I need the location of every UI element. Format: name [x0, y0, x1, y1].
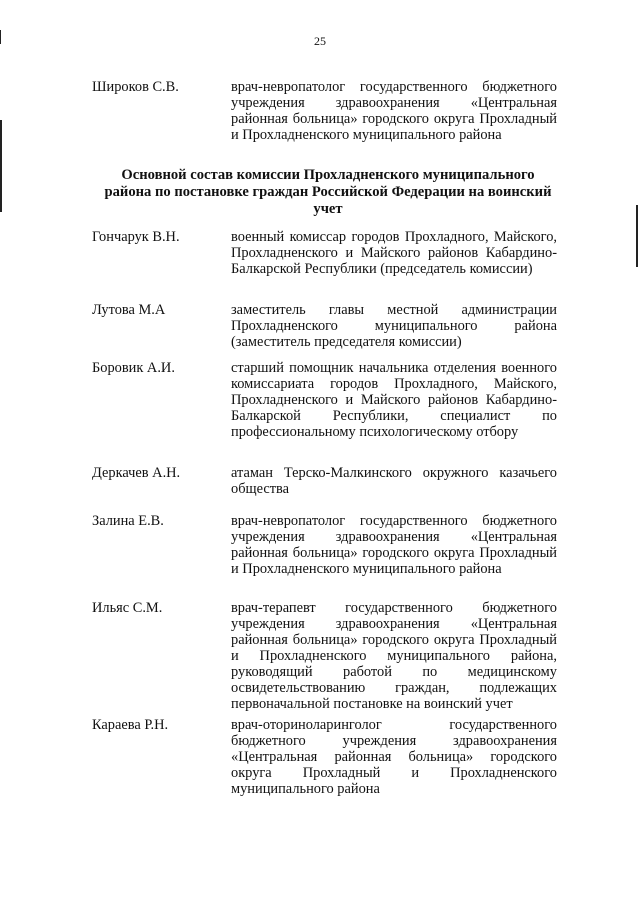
- member-name: Ильяс С.М.: [92, 600, 163, 616]
- member-name: Гончарук В.Н.: [92, 229, 180, 245]
- member-name: Широков С.В.: [92, 79, 179, 95]
- member-description: врач-оториноларинголог государственного бюджетного учреждения здравоохранения «Центральная районная больница» городского округа Прохладный и Прохладненского муниципального района: [231, 717, 557, 797]
- member-description: военный комиссар городов Прохладного, Майского, Прохладненского и Майского районов Кабардино-Балкарской Республики (председатель комиссии): [231, 229, 557, 277]
- member-name: Залина Е.В.: [92, 513, 164, 529]
- member-description: атаман Терско-Малкинского окружного казачьего общества: [231, 465, 557, 497]
- member-name: Боровик А.И.: [92, 360, 175, 376]
- member-description: заместитель главы местной администрации Прохладненского муниципального района (заместитель председателя комиссии): [231, 302, 557, 350]
- member-description: врач-невропатолог государственного бюджетного учреждения здравоохранения «Центральная районная больница» городского округа Прохладный и Прохладненского муниципального района: [231, 79, 557, 143]
- member-name: Караева Р.Н.: [92, 717, 169, 733]
- member-name: Деркачев А.Н.: [92, 465, 181, 481]
- member-description: врач-невропатолог государственного бюджетного учреждения здравоохранения «Центральная районная больница» городского округа Прохладный и Прохладненского муниципального района: [231, 513, 557, 577]
- member-description: врач-терапевт государственного бюджетного учреждения здравоохранения «Центральная районная больница» городского округа Прохладный и Прохладненского муниципального района, руководящий работой по медицинскому освидетельствованию граждан, подлежащих первоначальной постановке на воинский учет: [231, 600, 557, 712]
- scan-mark-left-middle: [0, 120, 2, 212]
- page-number: 25: [314, 34, 326, 48]
- section-heading: Основной состав комиссии Прохладненского муниципального района по постановке граждан Российской Федерации на воинский учет: [104, 167, 552, 217]
- member-description: старший помощник начальника отделения военного комиссариата городов Прохладного, Майского, Прохладненского и Майского районов Кабардино-Балкарской Республики, специалист по профессиональному психологическому отбору: [231, 360, 557, 440]
- scan-mark-right-middle: [636, 205, 638, 267]
- member-name: Лутова М.А: [92, 302, 166, 318]
